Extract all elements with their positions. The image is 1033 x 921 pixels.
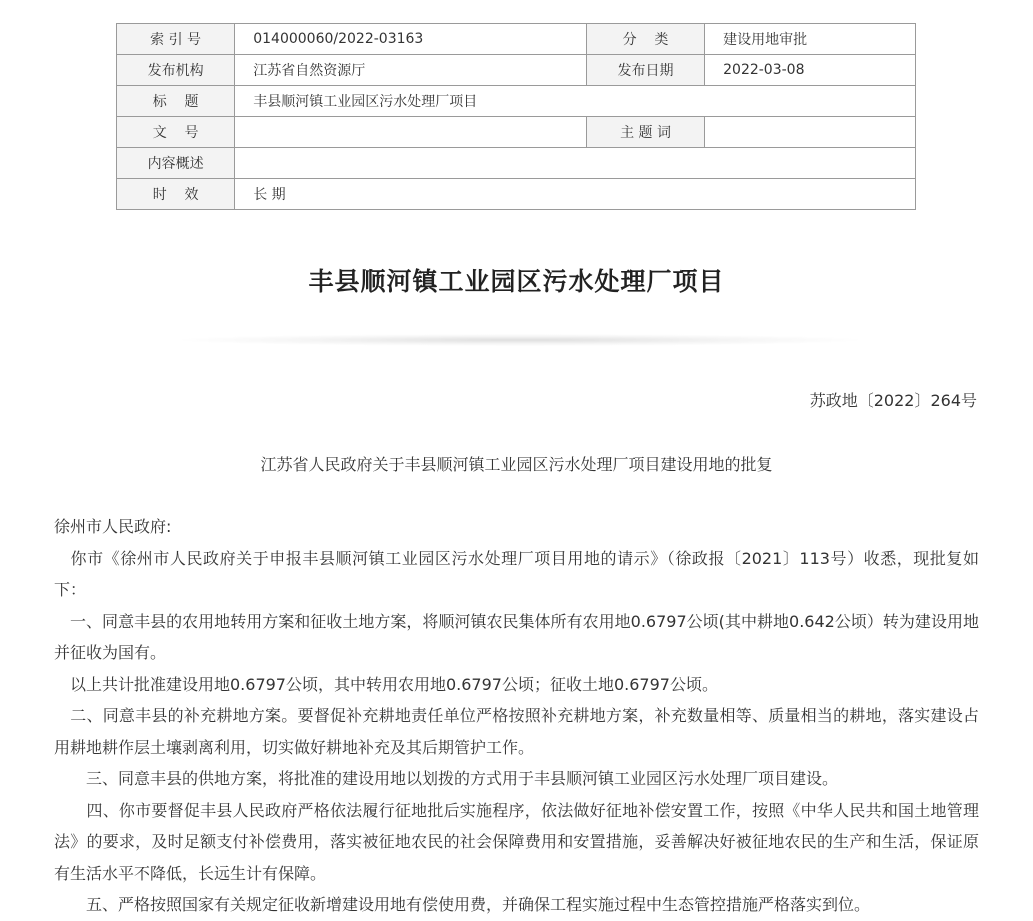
metadata-row: [117, 55, 916, 86]
title-divider: [180, 334, 860, 346]
body-paragraph: 三、同意丰县的供地方案，将批准的建设用地以划拨的方式用于丰县顺河镇工业园区污水处理厂项目建设。: [54, 769, 839, 788]
index-label: 索 引 号: [117, 24, 235, 55]
category-label: 分 类: [586, 24, 704, 55]
body-paragraph: 五、严格按照国家有关规定征收新增建设用地有偿使用费，并确保工程实施过程中生态管控措施严格落实到位。: [54, 895, 871, 914]
publisher-label: 发布机构: [117, 55, 235, 86]
keywords-value: [705, 117, 916, 148]
document-title: 丰县顺河镇工业园区污水处理厂项目: [308, 267, 725, 296]
metadata-row: [117, 24, 916, 55]
metadata-row: [117, 86, 916, 117]
metadata-table: [116, 23, 916, 210]
metadata-row: [117, 117, 916, 148]
metadata-row: [117, 179, 916, 210]
date-value: 2022-03-08: [705, 55, 916, 86]
category-value: 建设用地审批: [705, 24, 916, 55]
title-value: 丰县顺河镇工业园区污水处理厂项目: [235, 86, 916, 117]
body-paragraph: 一、同意丰县的农用地转用方案和征收土地方案，将顺河镇农民集体所有农用地0.6797公顷(其中耕地0.642公顷）转为建设用地并征收为国有。: [54, 611, 979, 662]
body-paragraph: 你市《徐州市人民政府关于申报丰县顺河镇工业园区污水处理厂项目用地的请示》（徐政报〔2021〕113号）收悉，现批复如下：: [54, 548, 979, 599]
summary-value: [235, 148, 916, 179]
keywords-label: 主 题 词: [586, 117, 704, 148]
body-paragraph: 以上共计批准建设用地0.6797公顷，其中转用农用地0.6797公顷；征收土地0.6797公顷。: [54, 674, 718, 694]
docnum-value: [235, 117, 587, 148]
addressee: 徐州市人民政府:: [54, 517, 172, 536]
body-paragraph: 二、同意丰县的补充耕地方案。要督促补充耕地责任单位严格按照补充耕地方案，补充数量相等、质量相当的耕地，落实建设占用耕地耕作层土壤剥离利用，切实做好耕地补充及其后期管护工作。: [54, 706, 979, 757]
body-paragraph: 四、你市要督促丰县人民政府严格依法履行征地批后实施程序，依法做好征地补偿安置工作，按照《中华人民共和国土地管理法》的要求，及时足额支付补偿费用，落实被征地农民的社会保障费用和安置措施，妥善解决好被征地农民的生产和生活，保证原有生活水平不降低，长远生计有保障。: [54, 800, 979, 883]
title-label: 标 题: [117, 86, 235, 117]
document-body: [54, 511, 979, 921]
publisher-value: 江苏省自然资源厅: [235, 55, 587, 86]
document-subtitle: 江苏省人民政府关于丰县顺河镇工业园区污水处理厂项目建设用地的批复: [260, 455, 773, 474]
index-value: 014000060/2022-03163: [235, 24, 587, 55]
date-label: 发布日期: [586, 55, 704, 86]
metadata-row: [117, 148, 916, 179]
docnum-label: 文 号: [117, 117, 235, 148]
summary-label: 内容概述: [117, 148, 235, 179]
validity-value: 长 期: [235, 179, 916, 210]
document-number: 苏政地〔2022〕264号: [809, 391, 977, 410]
validity-label: 时 效: [117, 179, 235, 210]
